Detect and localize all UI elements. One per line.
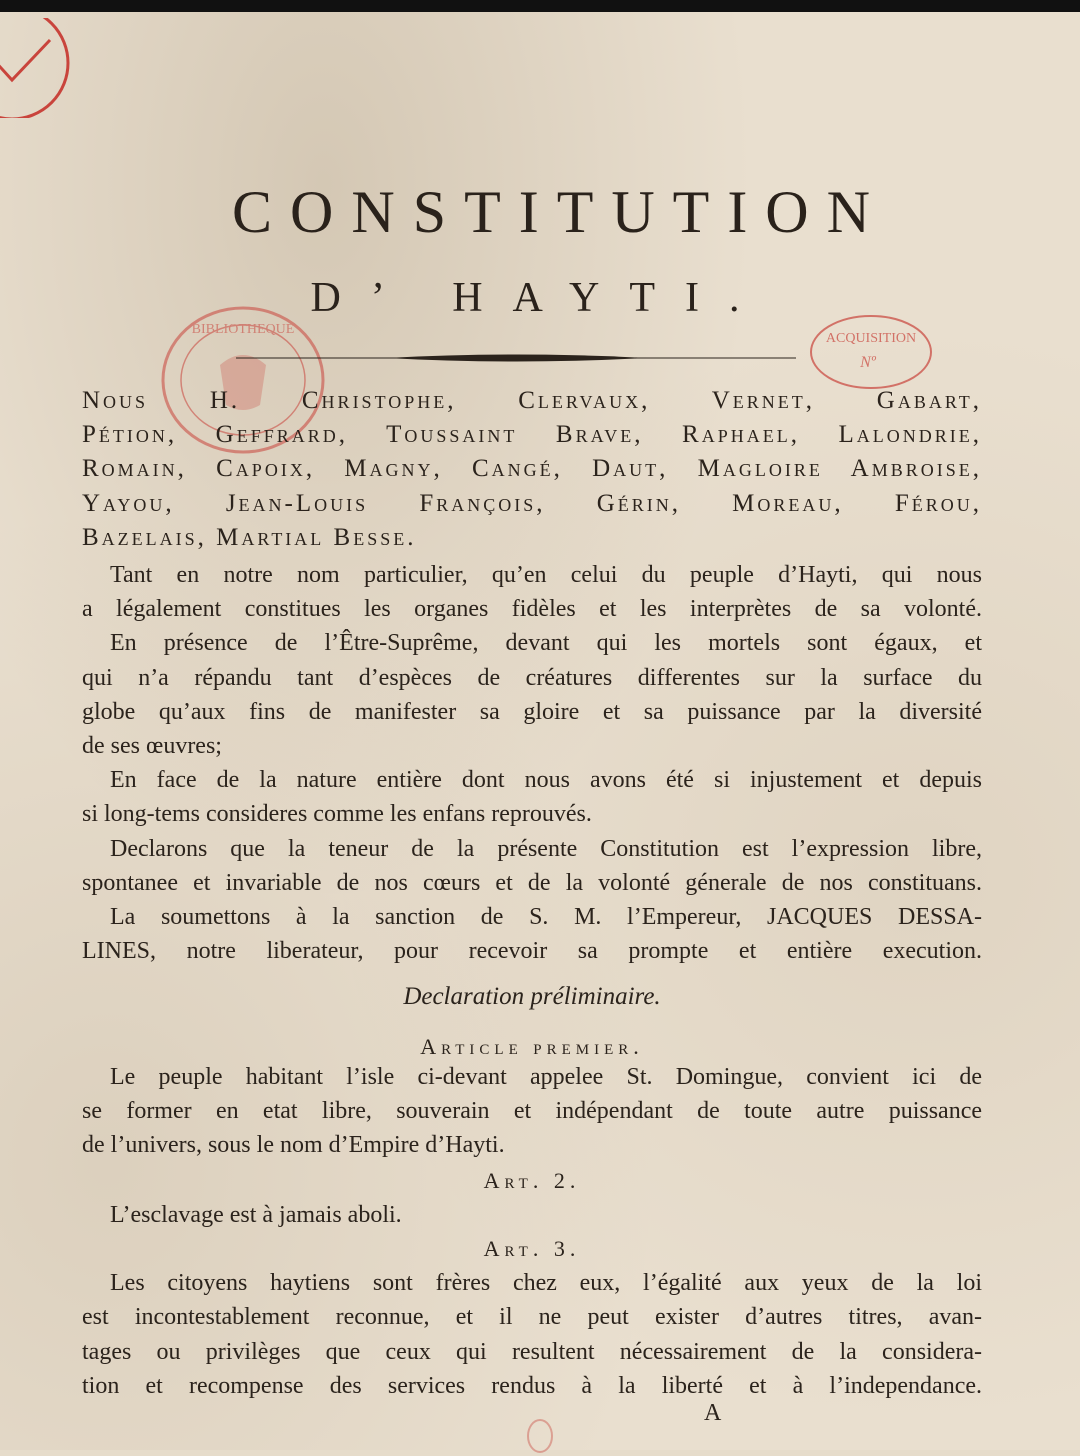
- names-line: Pétion, Geffrard, Toussaint Brave, Raphael, Lalondrie,: [82, 421, 982, 449]
- article-line: de l’univers, sous le nom d’Empire d’Hayti.: [82, 1132, 505, 1159]
- names-line: Romain, Capoix, Magny, Cangé, Daut, Magloire Ambroise,: [82, 455, 982, 483]
- signatories-block: [82, 384, 982, 555]
- article-3-heading: Art. 3.: [483, 1236, 581, 1261]
- article-1-heading: Article premier.: [420, 1034, 644, 1060]
- article-2-section: [82, 1164, 982, 1232]
- preamble-line: de ses œuvres;: [82, 732, 222, 759]
- ink-stain: [520, 1416, 560, 1456]
- names-line: Nous H. Christophe, Clervaux, Vernet, Gabart,: [82, 387, 982, 414]
- article-line: Les citoyens haytiens sont frères chez eux, l’égalité aux yeux de la loi: [110, 1270, 982, 1297]
- article-line: est incontestablement reconnue, et il ne peut exister d’autres titres, avan-: [82, 1304, 982, 1331]
- svg-text:Nº: Nº: [860, 354, 876, 371]
- preamble-line: a légalement constitues les organes fidèles et les interprètes de sa volonté.: [82, 596, 982, 623]
- preamble-line: En présence de l’Être-Suprême, devant qui les mortels sont égaux, et: [110, 630, 982, 657]
- preamble: [82, 558, 982, 968]
- article-line: se former en etat libre, souverain et indépendant de toute autre puissance: [82, 1098, 982, 1125]
- preamble-line: La soumettons à la sanction de S. M. l’Empereur, JACQUES DESSA-: [110, 903, 982, 930]
- names-line: Bazelais, Martial Besse.: [82, 523, 417, 551]
- preamble-line: spontanee et invariable de nos cœurs et de la volonté génerale de nos constituans.: [82, 869, 982, 896]
- names-line: Yayou, Jean-Louis François, Gérin, Moreau, Férou,: [82, 489, 982, 517]
- preamble-line: qui n’a répandu tant d’espèces de créatures differentes sur la surface du: [82, 664, 982, 691]
- article-line: tages ou privilèges que ceux qui resultent nécessairement de la considera-: [82, 1338, 982, 1365]
- catchword: A: [704, 1400, 722, 1426]
- svg-text:BIBLIOTHEQUE: BIBLIOTHEQUE: [191, 322, 295, 337]
- article-2-heading: Art. 2.: [483, 1168, 581, 1193]
- preamble-line: LINES, notre liberateur, pour recevoir sa prompte et entière execution.: [82, 938, 982, 965]
- article-line: L’esclavage est à jamais aboli.: [110, 1202, 402, 1229]
- article-line: tion et recompense des services rendus à la liberté et à l’independance.: [82, 1372, 982, 1399]
- article-line: Le peuple habitant l’isle ci-devant appelee St. Domingue, convient ici de: [110, 1064, 982, 1090]
- document-page: [0, 12, 1080, 1450]
- declaration-section: [82, 980, 982, 1064]
- preamble-line: Tant en notre nom particulier, qu’en celui du peuple d’Hayti, qui nous: [110, 562, 982, 588]
- stamp-right-text: ACQUISITION: [825, 331, 917, 346]
- preamble-line: En face de la nature entière dont nous avons été si injustement et depuis: [110, 767, 982, 794]
- preamble-line: Declarons que la teneur de la présente Constitution est l’expression libre,: [110, 835, 982, 862]
- ornamental-rule: [236, 352, 796, 364]
- preamble-line: si long-tems consideres comme les enfans reprouvés.: [82, 801, 592, 828]
- declaration-heading: Declaration préliminaire.: [403, 983, 661, 1010]
- top-bar: [0, 0, 1080, 12]
- document-title: CONSTITUTION: [232, 179, 888, 245]
- red-check-mark-icon: [0, 18, 72, 118]
- article-1-body: [82, 1060, 982, 1163]
- acquisition-stamp: [808, 312, 934, 392]
- document-subtitle: D’ HAYTI.: [310, 275, 770, 321]
- article-3-section: [82, 1232, 982, 1403]
- preamble-line: globe qu’aux fins de manifester sa gloire et sa puissance par la diversité: [82, 698, 982, 725]
